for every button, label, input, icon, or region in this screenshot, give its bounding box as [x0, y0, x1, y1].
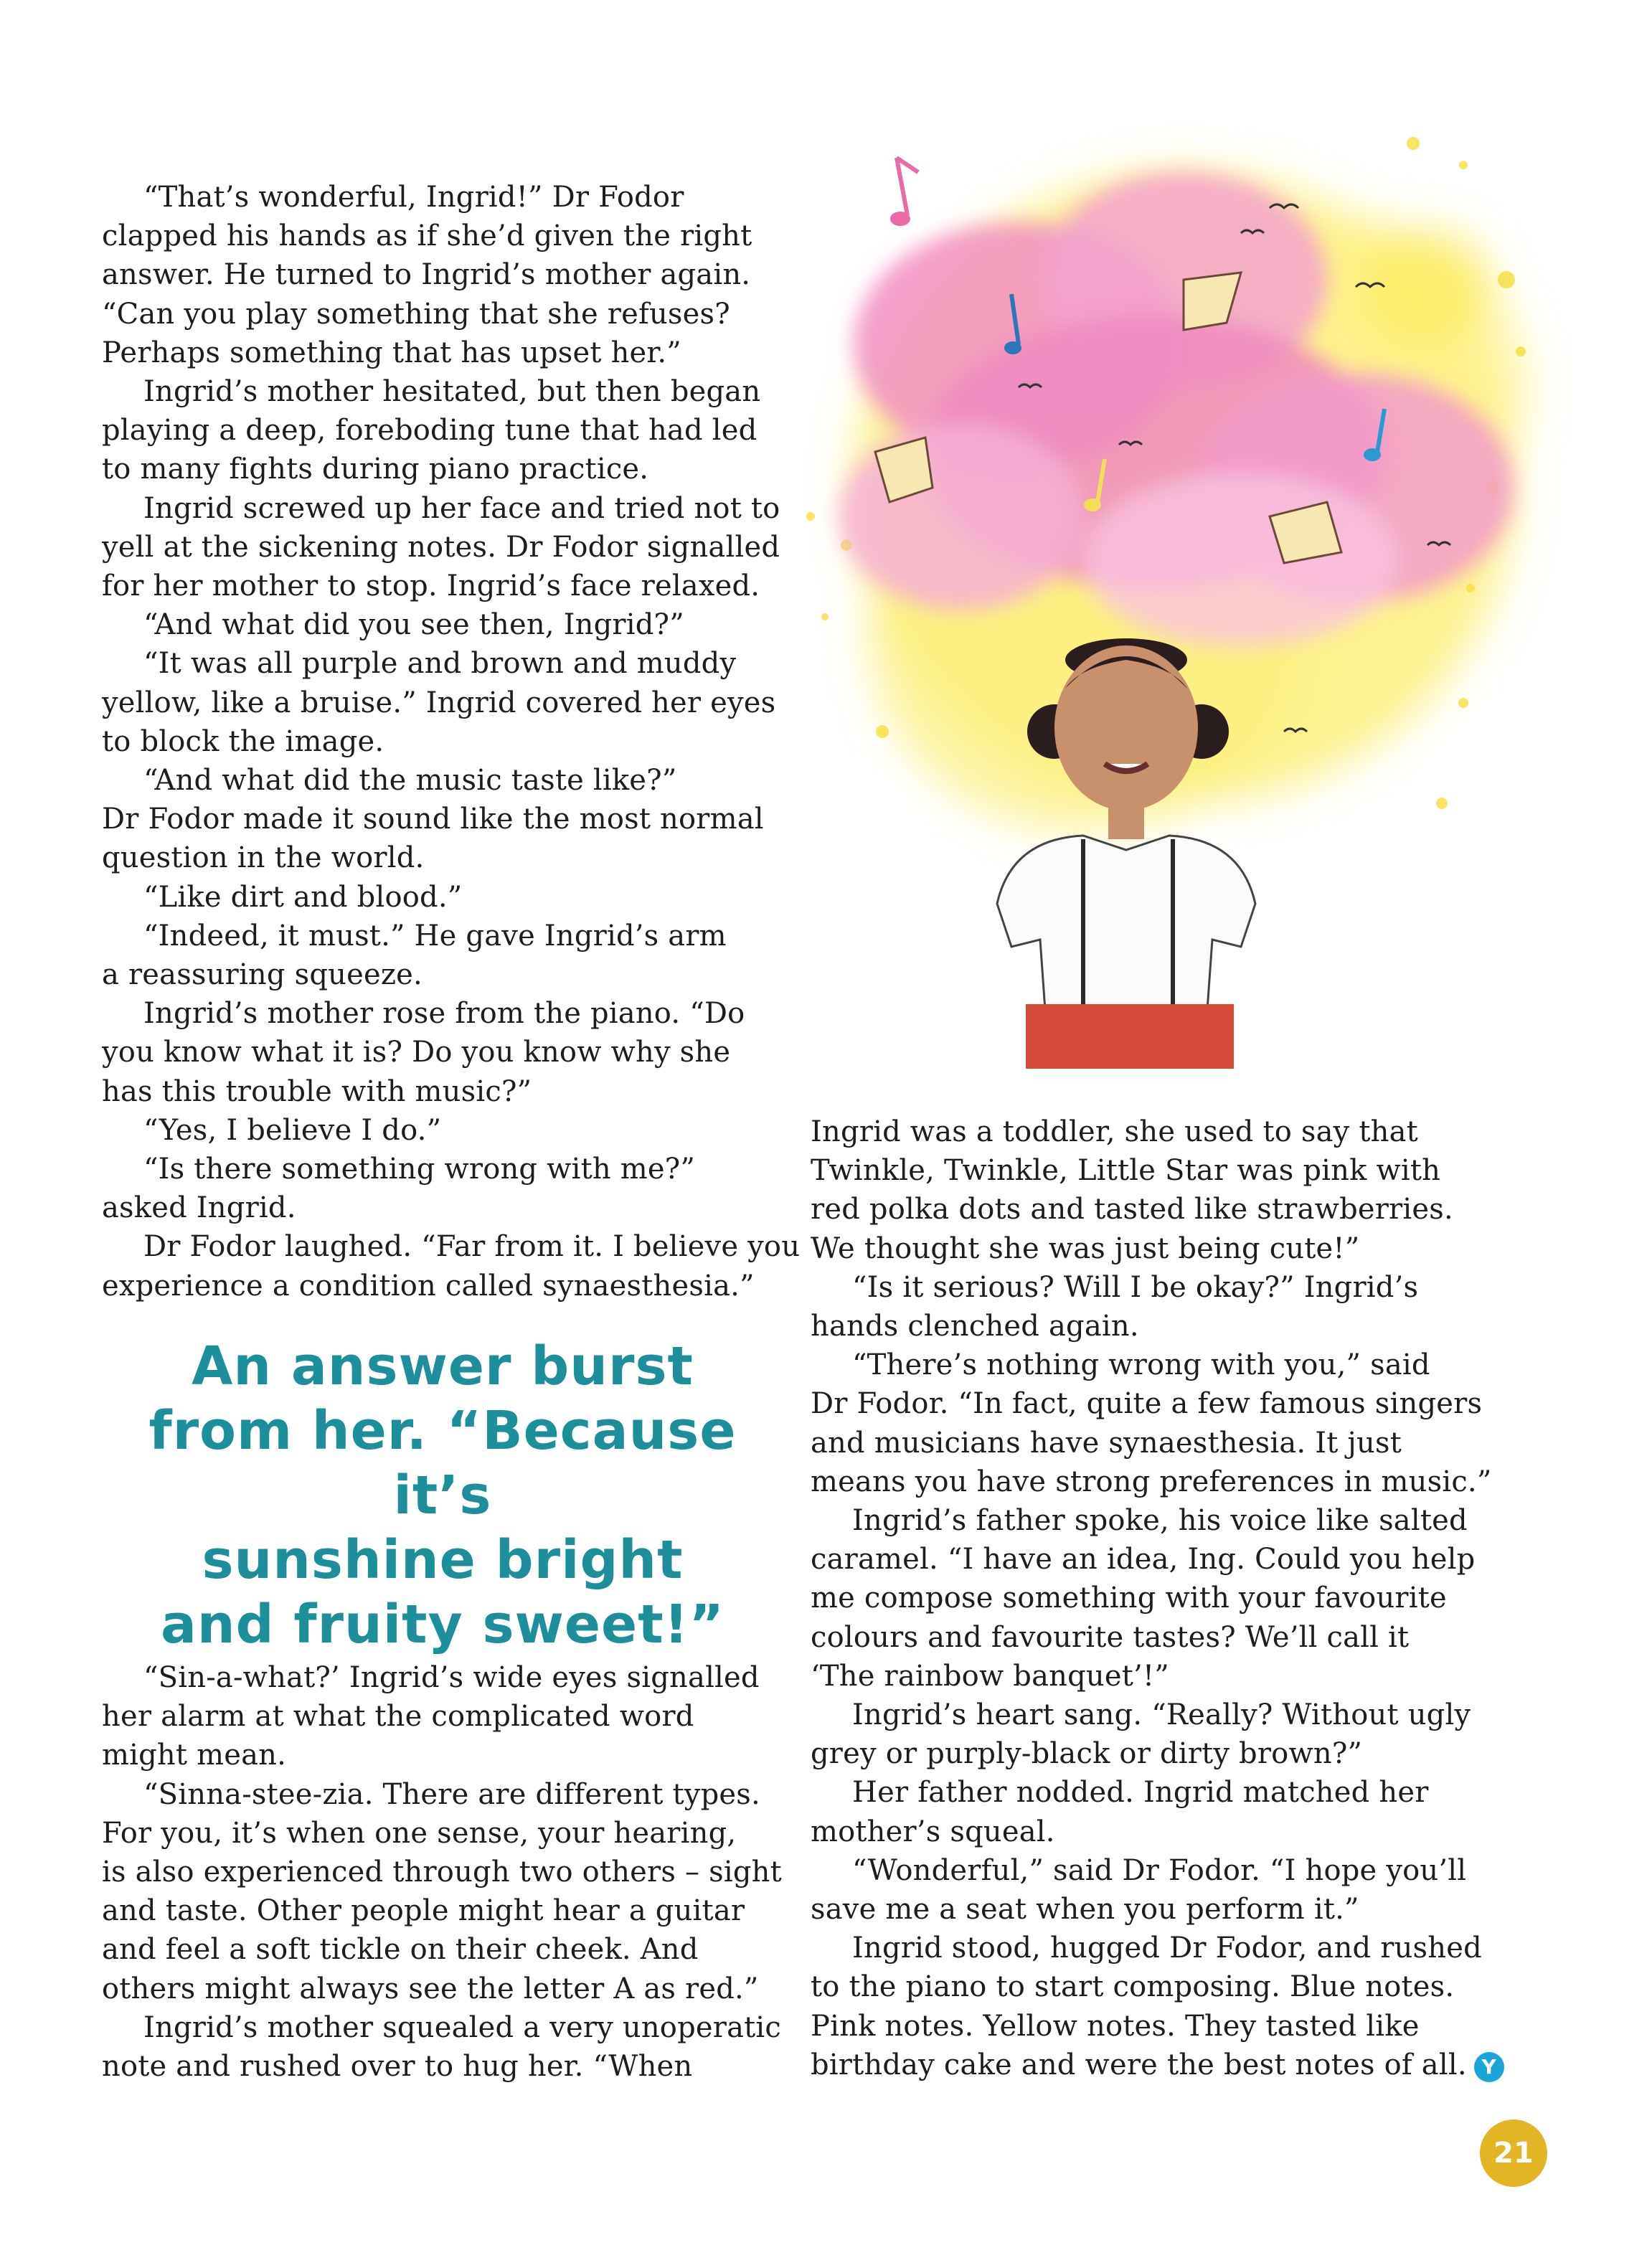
text-line: clapped his hands as if she’d given the right [102, 219, 752, 253]
text-line: a reassuring squeeze. [102, 958, 423, 992]
paragraph [102, 372, 783, 489]
text-line: question in the world. [102, 841, 425, 875]
text-line: to block the image. [102, 724, 384, 758]
text-line: me compose something with your favourite [811, 1582, 1447, 1615]
text-line: “And what did you see then, Ingrid?” [143, 608, 684, 642]
text-line: “And what did the music taste like?” [143, 764, 677, 798]
text-line: and feel a soft tickle on their cheek. And [102, 1933, 699, 1967]
text-line: “Wonderful,” said Dr Fodor. “I hope you’ll [852, 1853, 1467, 1887]
text-line: Ingrid’s mother hesitated, but then began [143, 375, 761, 409]
text-line: her alarm at what the complicated word [102, 1700, 694, 1734]
text-line: others might always see the letter A as red.” [102, 1972, 759, 2005]
paragraph [811, 1268, 1492, 1346]
text-line: has this trouble with music?” [102, 1074, 532, 1108]
paragraph [811, 1501, 1492, 1696]
text-line: yell at the sickening notes. Dr Fodor signalled [102, 530, 780, 564]
paragraph [811, 1346, 1492, 1501]
text-line: “Yes, I believe I do.” [143, 1113, 442, 1147]
text-line: experience a condition called synaesthesia.” [102, 1269, 755, 1303]
text-line: to many fights during piano practice. [102, 453, 649, 486]
text-line: Ingrid stood, hugged Dr Fodor, and rushed [852, 1932, 1482, 1965]
text-line: birthday cake and were the best notes of all. Y [811, 2046, 1492, 2084]
paragraph [102, 644, 783, 761]
text-column-left-top [102, 178, 801, 1305]
text-line: to the piano to start composing. Blue notes. [811, 1970, 1455, 2004]
text-line: For you, it’s when one sense, your hearing, [102, 1816, 737, 1850]
text-column-right [811, 1112, 1496, 2084]
text-line: “Like dirt and blood.” [143, 880, 463, 914]
paragraph [811, 1696, 1492, 1773]
paragraph [102, 605, 783, 644]
text-line: save me a seat when you perform it.” [811, 1893, 1359, 1927]
paragraph [102, 1150, 783, 1227]
pull-quote-line: from her. “Because it’s [148, 1400, 737, 1526]
text-line: Her father nodded. Ingrid matched her [852, 1776, 1429, 1810]
text-line: might mean. [102, 1739, 287, 1772]
text-line: and taste. Other people might hear a guitar [102, 1894, 745, 1928]
pull-quote-line: An answer burst [192, 1336, 694, 1397]
paragraph [102, 178, 783, 372]
paragraph [811, 1773, 1492, 1851]
paragraph [811, 1112, 1492, 1268]
paragraph [102, 1658, 783, 1775]
paragraph [102, 878, 783, 917]
text-line: ‘The rainbow banquet’!” [811, 1659, 1169, 1693]
paragraph [102, 917, 783, 994]
paragraph [102, 994, 783, 1111]
paragraph [102, 761, 783, 878]
text-line: yellow, like a bruise.” Ingrid covered her eyes [102, 686, 776, 719]
text-line: red polka dots and tasted like strawberries. [811, 1193, 1453, 1227]
text-line: Ingrid’s mother rose from the piano. “Do [143, 997, 745, 1031]
text-line: grey or purply-black or dirty brown?” [811, 1737, 1363, 1771]
text-line: “There’s nothing wrong with you,” said [852, 1348, 1430, 1382]
text-column-left-bottom [102, 1658, 783, 2086]
text-line: caramel. “I have an idea, Ing. Could you help [811, 1543, 1476, 1577]
paragraph [811, 1851, 1492, 1929]
text-line: Perhaps something that has upset her.” [102, 336, 681, 369]
text-line: Ingrid was a toddler, she used to say that [811, 1115, 1418, 1148]
text-line: asked Ingrid. [102, 1191, 296, 1225]
pull-quote-line: sunshine bright [202, 1529, 684, 1591]
text-line: answer. He turned to Ingrid’s mother again. [102, 258, 751, 292]
end-mark-icon: Y [1474, 2052, 1504, 2082]
paragraph [811, 1929, 1496, 2084]
text-line: hands clenched again. [811, 1310, 1139, 1343]
text-line: Twinkle, Twinkle, Little Star was pink with [811, 1154, 1441, 1188]
text-line: “It was all purple and brown and muddy [143, 647, 737, 681]
text-line: Dr Fodor laughed. “Far from it. I believe you [143, 1230, 801, 1264]
text-line: you know what it is? Do you know why she [102, 1036, 731, 1069]
text-line: mother’s squeal. [811, 1815, 1055, 1848]
text-line: Ingrid screwed up her face and tried not to [143, 491, 780, 525]
paragraph [102, 1775, 783, 2008]
text-line: “Is there something wrong with me?” [143, 1153, 696, 1186]
pull-quote [102, 1334, 783, 1657]
text-line: Ingrid’s mother squealed a very unoperatic [143, 2010, 781, 2044]
text-line: Ingrid’s father spoke, his voice like salted [852, 1504, 1468, 1538]
paragraph [102, 489, 783, 606]
text-line: for her mother to stop. Ingrid’s face relaxed. [102, 569, 760, 603]
text-line: Ingrid’s heart sang. “Really? Without ugly [852, 1698, 1471, 1732]
text-line: means you have strong preferences in music.” [811, 1465, 1492, 1498]
paragraph [102, 1111, 783, 1150]
text-line: We thought she was just being cute!” [811, 1232, 1360, 1265]
page-number-badge: 21 [1480, 2119, 1547, 2187]
text-line: Dr Fodor made it sound like the most normal [102, 803, 764, 836]
text-line: Pink notes. Yellow notes. They tasted like [811, 2009, 1420, 2043]
illustration [782, 115, 1571, 1069]
text-line: colours and favourite tastes? We’ll call it [811, 1620, 1410, 1654]
text-line: note and rushed over to hug her. “When [102, 2050, 693, 2084]
text-line: “Sinna-stee-zia. There are different types. [143, 1777, 760, 1811]
text-line: and musicians have synaesthesia. It just [811, 1426, 1402, 1460]
paragraph [102, 1227, 801, 1305]
text-line: Dr Fodor. “In fact, quite a few famous singers [811, 1387, 1483, 1421]
paragraph [102, 2008, 783, 2086]
text-line: is also experienced through two others – sight [102, 1856, 782, 1889]
text-line: “Can you play something that she refuses? [102, 297, 730, 331]
text-line: “Indeed, it must.” He gave Ingrid’s arm [143, 919, 727, 953]
text-line: “Is it serious? Will I be okay?” Ingrid’s [852, 1270, 1419, 1304]
pull-quote-line: and fruity sweet!” [160, 1594, 724, 1655]
text-line: “That’s wonderful, Ingrid!” Dr Fodor [143, 181, 684, 214]
text-line: playing a deep, foreboding tune that had led [102, 414, 757, 448]
text-line: “Sin-a-what?’ Ingrid’s wide eyes signalled [143, 1661, 760, 1694]
